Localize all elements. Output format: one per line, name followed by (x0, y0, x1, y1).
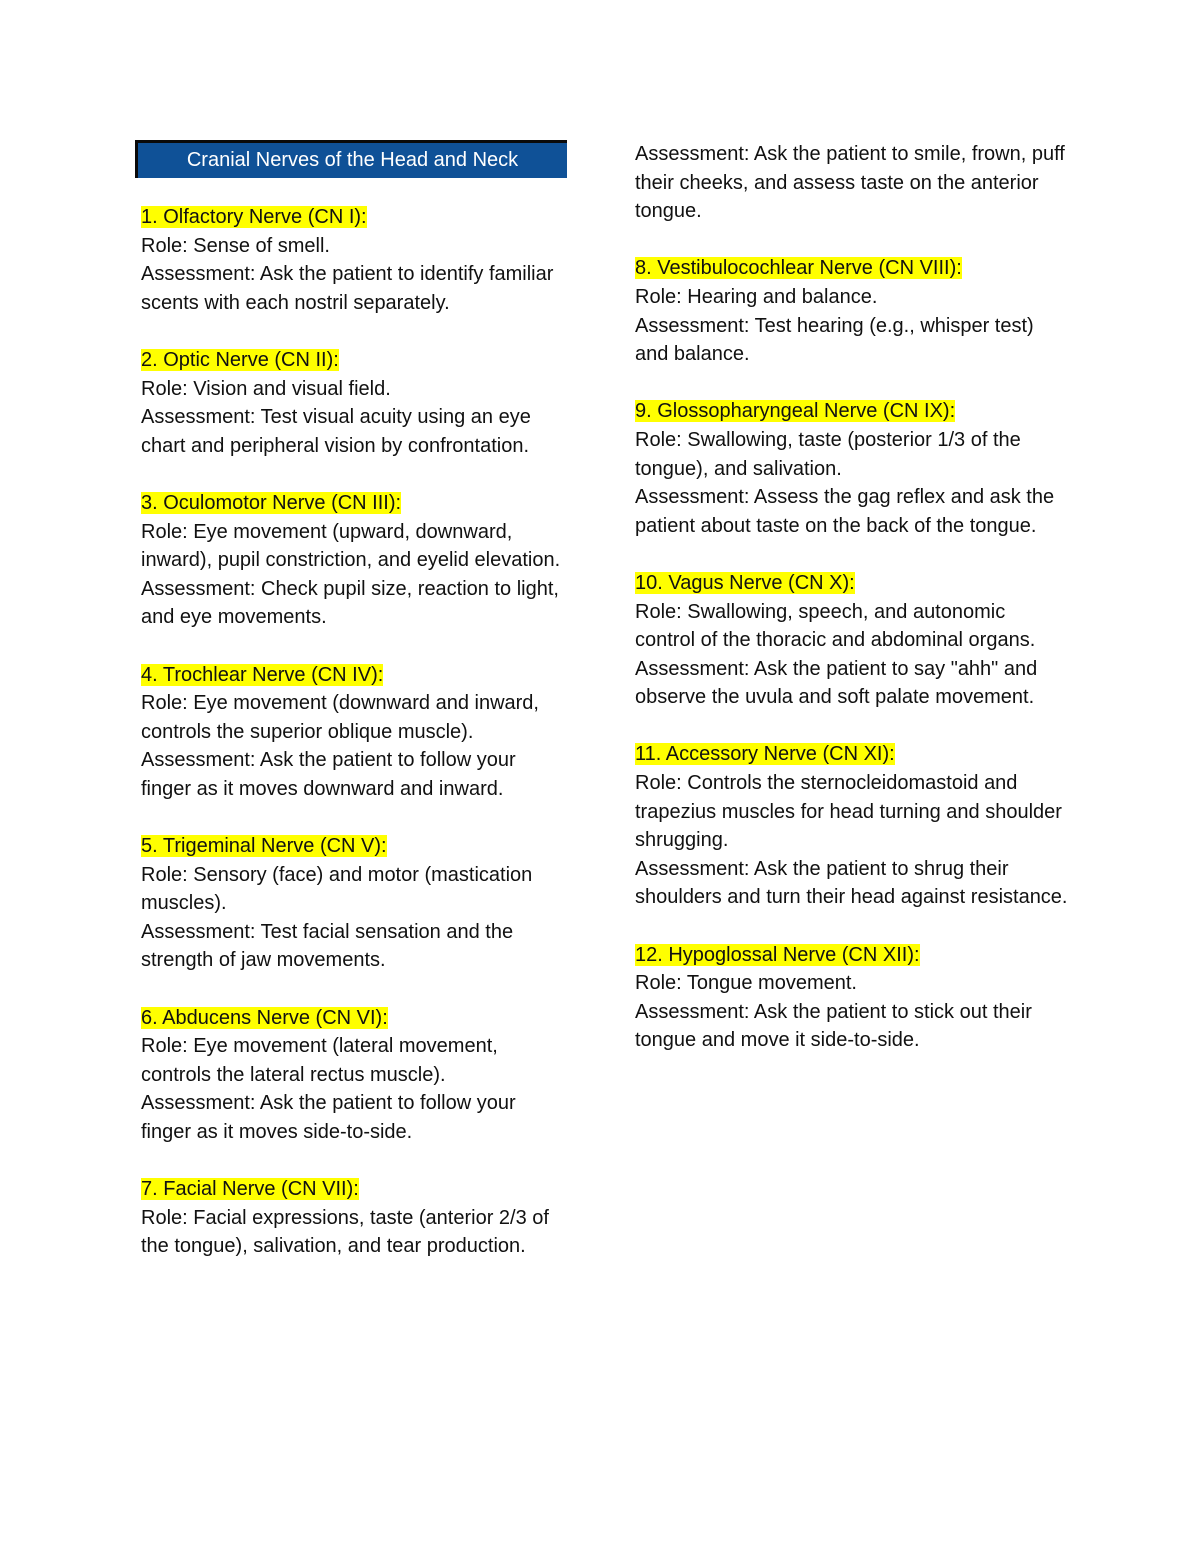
nerve-assessment: Assessment: Ask the patient to follow your finger as it moves side-to-side. (141, 1092, 516, 1143)
nerve-heading: 10. Vagus Nerve (CN X): (635, 571, 855, 594)
nerve-role: Role: Eye movement (upward, downward, inward), pupil constriction, and eyelid elevation. (141, 520, 561, 572)
nerve-heading: 3. Oculomotor Nerve (CN III): (141, 491, 402, 514)
nerve-role: Role: Hearing and balance. (635, 285, 878, 308)
nerve-role: Role: Eye movement (lateral movement, controls the lateral rectus muscle). (141, 1035, 498, 1086)
nerve-assessment: Assessment: Ask the patient to say "ahh" and observe the uvula and soft palate movement. (635, 657, 1038, 709)
nerve-assessment: Assessment: Assess the gag reflex and ask the patient about taste on the back of the tongue. (635, 486, 1055, 537)
nerve-assessment: Assessment: Ask the patient to smile, frown, puff their cheeks, and assess taste on the anterior tongue. (635, 143, 1065, 223)
nerve-heading: 4. Trochlear Nerve (CN IV): (141, 663, 384, 686)
nerve-role: Role: Swallowing, speech, and autonomic control of the thoracic and abdominal organs. (635, 600, 1036, 652)
nerve-entry (635, 941, 1070, 1055)
left-nerve-list (141, 0, 571, 1261)
nerve-entry (635, 254, 1070, 368)
nerve-entry (635, 569, 1070, 712)
nerve-heading: 7. Facial Nerve (CN VII): (141, 1178, 359, 1201)
nerve-entry (635, 740, 1070, 912)
nerve-assessment: Assessment: Test visual acuity using an eye chart and peripheral vision by confrontation. (141, 406, 531, 457)
nerve-role: Role: Swallowing, taste (posterior 1/3 of the tongue), and salivation. (635, 428, 1021, 480)
nerve-role: Role: Tongue movement. (635, 972, 857, 995)
right-nerve-list (635, 140, 1070, 1055)
nerve-entry (141, 1004, 571, 1147)
nerve-heading: 5. Trigeminal Nerve (CN V): (141, 835, 387, 858)
nerve-assessment: Assessment: Ask the patient to stick out their tongue and move it side-to-side. (635, 1000, 1032, 1052)
nerve-heading: 6. Abducens Nerve (CN VI): (141, 1006, 388, 1029)
nerve-entry (141, 1175, 571, 1261)
nerve-entry (141, 661, 571, 804)
nerve-assessment: Assessment: Ask the patient to shrug their shoulders and turn their head against resistance. (635, 857, 1068, 909)
nerve-entry (635, 397, 1070, 540)
nerve-role: Role: Controls the sternocleidomastoid and trapezius muscles for head turning and shoulder shrugging. (635, 772, 1062, 852)
nerve-assessment: Assessment: Check pupil size, reaction to light, and eye movements. (141, 577, 559, 629)
nerve-assessment: Assessment: Ask the patient to follow your finger as it moves downward and inward. (141, 749, 516, 800)
nerve-heading: 1. Olfactory Nerve (CN I): (141, 206, 367, 228)
nerve-assessment: Assessment: Test facial sensation and the strength of jaw movements. (141, 920, 514, 972)
nerve-heading: 11. Accessory Nerve (CN XI): (635, 743, 895, 766)
nerve-heading: 2. Optic Nerve (CN II): (141, 348, 339, 371)
nerve-role: Role: Facial expressions, taste (anterior 2/3 of the tongue), salivation, and tear production. (141, 1206, 549, 1258)
nerve-entry-continuation (635, 140, 1070, 226)
nerve-entry (141, 346, 571, 460)
nerve-heading: 8. Vestibulocochlear Nerve (CN VIII): (635, 257, 962, 280)
nerve-role: Role: Sensory (face) and motor (mastication muscles). (141, 863, 533, 915)
nerve-entry (141, 489, 571, 632)
left-column (141, 0, 571, 1290)
right-column (635, 140, 1070, 1084)
nerve-heading: 12. Hypoglossal Nerve (CN XII): (635, 943, 920, 966)
nerve-role: Role: Eye movement (downward and inward, controls the superior oblique muscle). (141, 692, 539, 743)
nerve-entry (141, 203, 571, 317)
nerve-entry (141, 832, 571, 975)
nerve-heading: 9. Glossopharyngeal Nerve (CN IX): (635, 400, 956, 423)
nerve-assessment: Assessment: Ask the patient to identify familiar scents with each nostril separately. (141, 263, 554, 314)
nerve-assessment: Assessment: Test hearing (e.g., whisper test) and balance. (635, 314, 1034, 366)
nerve-role: Role: Sense of smell. (141, 234, 330, 257)
page-title: Cranial Nerves of the Head and Neck (135, 140, 567, 178)
nerve-role: Role: Vision and visual field. (141, 377, 391, 400)
